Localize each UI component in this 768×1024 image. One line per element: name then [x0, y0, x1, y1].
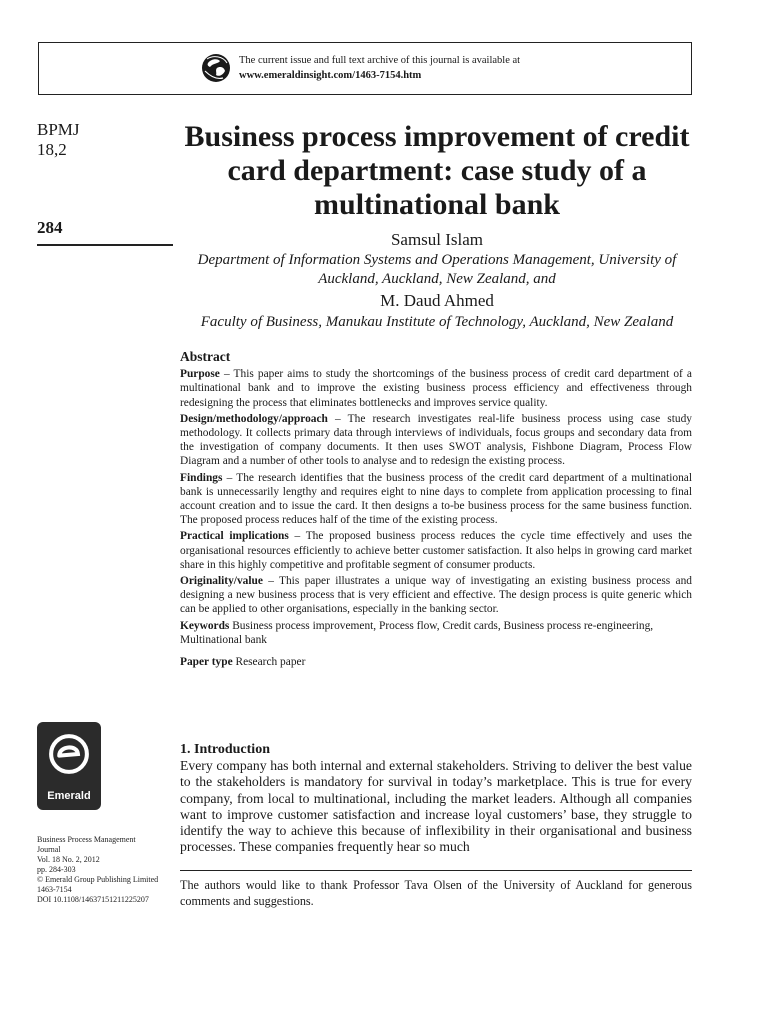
pubinfo-line: Journal — [37, 845, 61, 854]
pubinfo-line: Vol. 18 No. 2, 2012 — [37, 855, 100, 864]
journal-abbreviation — [37, 120, 80, 160]
abstract-implications: Practical implications – The proposed business process reduces the cycle time effectively and uses the organisational resources efficiently to achieve better customer satisfaction. It also helps in growing card market share in this highly competitive and profitable segment of consumer products. — [180, 530, 692, 571]
abstract-keywords: Keywords Business process improvement, Process flow, Credit cards, Business process re-engineering, Multinational bank — [180, 619, 654, 646]
emerald-logo — [37, 722, 101, 810]
journal-abbrev: BPMJ — [37, 120, 80, 139]
abstract — [180, 350, 692, 671]
pubinfo-line: © Emerald Group Publishing Limited — [37, 875, 159, 884]
abstract-paper-type: Paper type Research paper — [180, 656, 306, 669]
availability-notice: The current issue and full text archive of this journal is available at — [239, 55, 521, 66]
author-name: M. Daud Ahmed — [380, 291, 494, 310]
journal-url-link[interactable]: www.emeraldinsight.com/1463-7154.htm — [239, 70, 422, 81]
publication-info — [37, 835, 177, 905]
emerald-globe-icon — [201, 53, 231, 83]
acknowledgement-footnote: The authors would like to thank Professor Tava Olsen of the University of Auckland for generous comments and suggestions. — [180, 878, 692, 908]
pubinfo-line: DOI 10.1108/14637151211225207 — [37, 895, 149, 904]
abstract-originality: Originality/value – This paper illustrates a unique way of investigating an existing business process and designing a new business process that is very efficient and effective. The design process is quite generic which can be applied to other organisations, especially in the banking sector. — [180, 575, 692, 616]
introduction-text: Every company has both internal and external stakeholders. Striving to deliver the best value to the stakeholders is mandatory for survival in today’s marketplace. This is true for every company, from local to multinational, including the market leaders. Although all companies want to improve customer satisfaction and increase loyal customers’ base, they struggle to identify the way to achieve this because of inflexibility in their organisational and business processes. These companies frequently hear so much — [180, 758, 692, 855]
abstract-heading: Abstract — [180, 349, 231, 364]
pubinfo-line: Business Process Management — [37, 835, 136, 844]
author-affiliation: Faculty of Business, Manukau Institute of Technology, Auckland, New Zealand — [200, 314, 674, 330]
pubinfo-line: pp. 284-303 — [37, 865, 76, 874]
abstract-design: Design/methodology/approach – The research investigates real-life business process using case study methodology. It collects primary data through interviews of individuals, focus groups and secondary data from the investigation of company documents. It then uses SWOT analysis, Fishbone Diagram, Process Flow Diagram and a number of other tools to analyse and to redesign the existing process. — [180, 412, 692, 468]
pubinfo-line: 1463-7154 — [37, 885, 72, 894]
abstract-purpose: Purpose – This paper aims to study the shortcomings of the business process of credit card department of a multinational bank and to improve the existing business process efficiency and effectiveness through redesigning the process that eliminates bottlenecks and improves service quality. — [180, 368, 692, 409]
page-number-rule — [37, 244, 173, 246]
footnote-rule — [180, 870, 692, 871]
author-affiliation: Department of Information Systems and Operations Management, University of Auckland, Auckland, New Zealand, and — [197, 252, 677, 287]
author-name: Samsul Islam — [390, 230, 484, 249]
emerald-e-icon — [43, 728, 95, 780]
section-heading: 1. Introduction — [180, 742, 270, 757]
logo-wordmark: Emerald — [47, 790, 91, 802]
journal-availability-box — [38, 42, 692, 95]
introduction-section — [180, 742, 692, 856]
page-number: 284 — [37, 218, 63, 237]
paper-title: Business process improvement of credit card department: case study of a multinational bank — [184, 120, 690, 221]
abstract-findings: Findings – The research identifies that the business process of the credit card department of a multinational bank is unnecessarily lengthy and requires eight to nine days to complete from application processing to final account creation and to issue the card. It then designs a to-be business process for the same business function. The proposed process reduces half of the time of the existing process. — [180, 471, 692, 527]
volume-issue: 18,2 — [37, 140, 67, 159]
